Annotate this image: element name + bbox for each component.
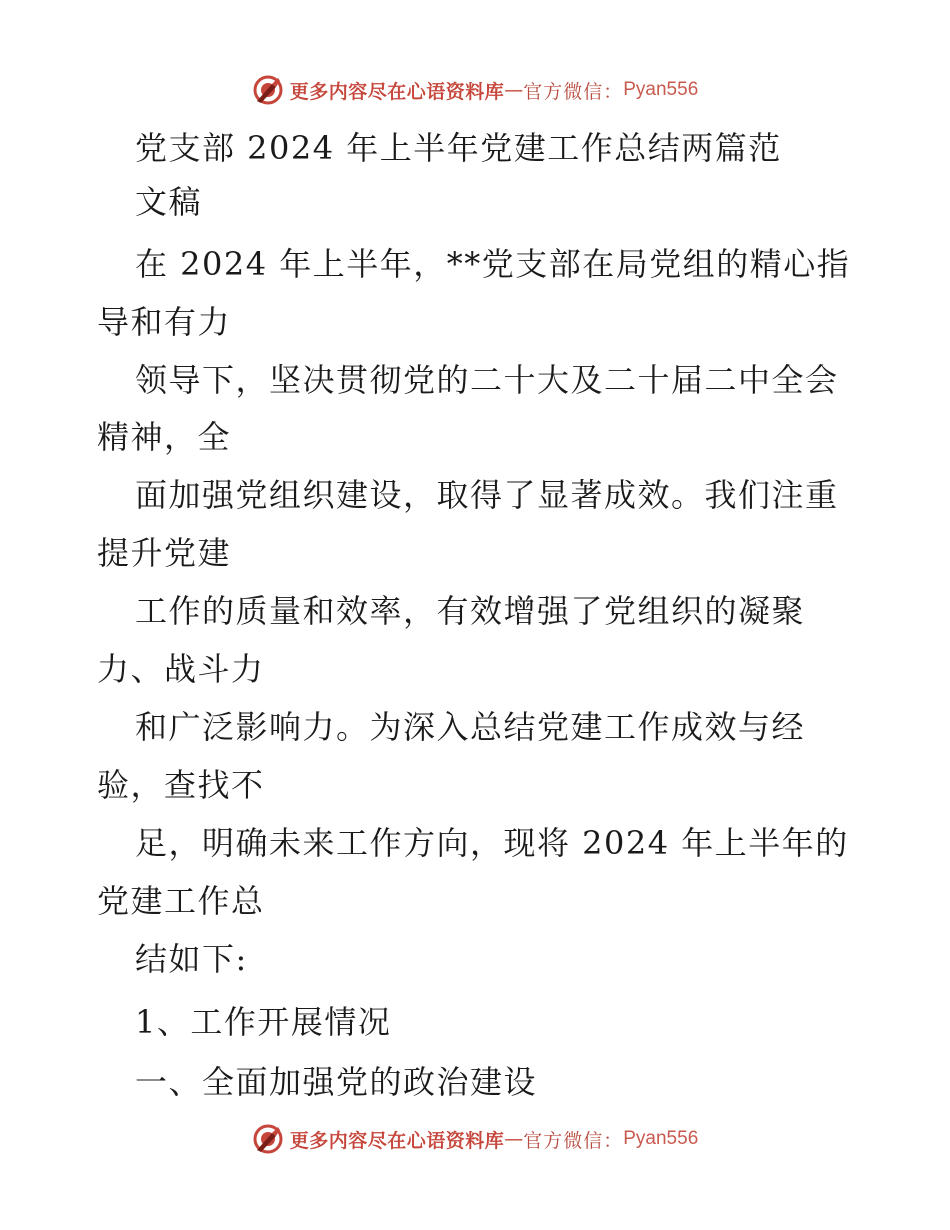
header-watermark-banner (0, 70, 950, 110)
banner-main-text: 更多内容尽在心语资料库 (289, 80, 505, 103)
section-heading: 1、工作开展情况 (135, 1003, 392, 1041)
banner-wechat-label: 官方微信： (523, 1129, 624, 1152)
banner-main-text: 更多内容尽在心语资料库 (289, 1129, 505, 1152)
paragraph-line: 导和有力 (97, 303, 232, 341)
pen-logo-icon (252, 74, 284, 106)
paragraph-line: 结如下: (135, 940, 248, 978)
paragraph-line: 力、战斗力 (97, 650, 265, 688)
paragraph-line: 和广泛影响力。为深入总结党建工作成效与经 (135, 708, 806, 746)
paragraph-line: 工作的质量和效率，有效增强了党组织的凝聚 (135, 592, 806, 630)
paragraph-line: 提升党建 (97, 534, 232, 572)
banner-dash: — (504, 1128, 524, 1150)
banner-wechat-account: Pyan556 (623, 1128, 699, 1149)
footer-watermark-banner (0, 1119, 950, 1159)
paragraph-line: 党建工作总 (97, 882, 265, 920)
paragraph-line: 面加强党组织建设，取得了显著成效。我们注重 (135, 476, 839, 514)
paragraph-line: 足，明确未来工作方向，现将 2024 年上半年的 (135, 824, 849, 862)
banner-wechat-label: 官方微信： (523, 80, 624, 103)
title-line-1: 党支部 2024 年上半年党建工作总结两篇范 (135, 129, 782, 167)
banner-dash: — (504, 79, 524, 101)
banner-wechat-account: Pyan556 (623, 79, 699, 100)
pen-logo-icon (252, 1123, 284, 1155)
paragraph-line: 在 2024 年上半年，**党支部在局党组的精心指 (135, 245, 851, 283)
title-line-2: 文稿 (135, 183, 203, 221)
paragraph-line: 精神，全 (97, 418, 232, 456)
paragraph-line: 验，查找不 (97, 766, 265, 804)
paragraph-line: 领导下，坚决贯彻党的二十大及二十届二中全会 (135, 361, 839, 399)
subsection-heading: 一、全面加强党的政治建设 (135, 1063, 538, 1101)
